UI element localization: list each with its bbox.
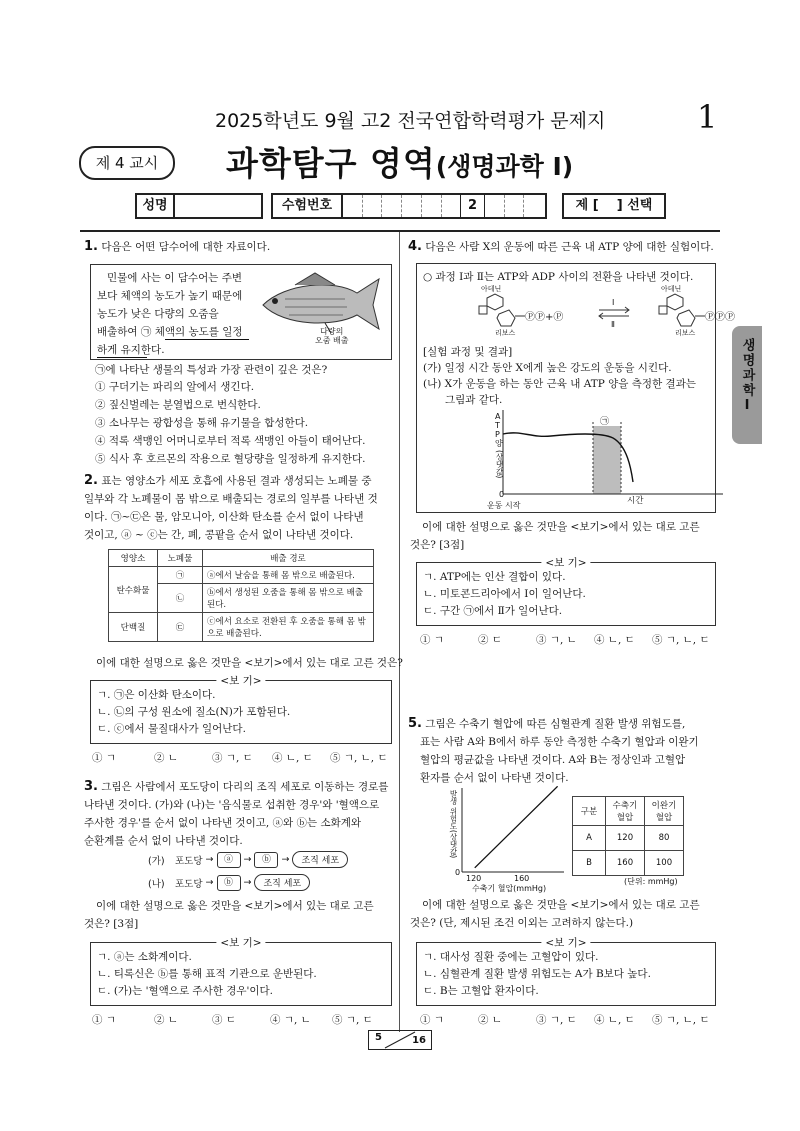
atp-chart [491, 408, 731, 516]
q4-process-title: [실험 과정 및 결과] [423, 346, 513, 358]
q5-choice[interactable]: ③ ㄱ, ㄷ [536, 1014, 577, 1026]
q4-bogi-label: <보 기> [541, 555, 590, 570]
q4-bogi-item: ㄷ. 구간 ㉠에서 Ⅱ가 일어난다. [423, 605, 563, 617]
risk-series-line [475, 786, 558, 867]
side-tab-label: 생명과학Ⅰ [739, 338, 755, 415]
q2-table [108, 549, 374, 642]
q2-waste: ㉢ [158, 613, 203, 642]
q5-choice[interactable]: ⑤ ㄱ, ㄴ, ㄷ [652, 1014, 710, 1026]
exam-number-cells [343, 195, 543, 217]
q3-path-step: ⓑ [217, 875, 241, 891]
subject-sub: (생명과학 Ⅰ) [435, 152, 574, 181]
phosphate-icon: Ⓟ [705, 312, 715, 323]
adp-phosphates [705, 308, 735, 323]
phosphate-icon: Ⓟ [535, 312, 545, 323]
atp-y-unit: (상댓값) [495, 450, 504, 479]
q2-choice[interactable]: ③ ㄱ, ㄷ [212, 752, 253, 764]
exam-number-label: 수험번호 [273, 195, 343, 217]
q1-box-line: 하게 유지한다. [97, 344, 165, 356]
q3-question-line: 이에 대한 설명으로 옳은 것만을 <보기>에서 있는 대로 고른 [96, 900, 374, 912]
atp-y-label [495, 412, 505, 448]
q1-choice[interactable]: ④ 적록 색맹인 어머니로부터 적록 색맹인 아들이 태어난다. [95, 435, 366, 447]
fish-label-line: 오줌 배출 [315, 336, 349, 345]
page-indicator [368, 1030, 432, 1050]
q4-question-line: 이에 대한 설명으로 옳은 것만을 <보기>에서 있는 대로 고른 [422, 521, 700, 533]
q3-choice[interactable]: ③ ㄷ [212, 1014, 236, 1026]
phosphate-icon: Ⓟ [525, 312, 535, 323]
q4-bogi-box [416, 557, 716, 626]
q3-stem-line: 나타낸 것이다. (가)와 (나)는 '음식물로 섭취한 경우'와 '혈액으로 [84, 799, 380, 811]
q2-route: ⓐ에서 날숨을 통해 몸 밖으로 배출된다. [203, 567, 374, 584]
q2-stem-line: 표는 영양소가 세포 호흡에 사용된 결과 생성되는 노폐물 중 [101, 475, 372, 487]
header-divider [80, 230, 720, 232]
q1-choices [95, 378, 366, 468]
q4-number: 4. [408, 239, 422, 254]
risk-y-label: 발생 위험도(상댓값) [449, 790, 458, 859]
q4-bogi-item: ㄴ. 미토콘드리아에서 Ⅰ이 일어난다. [423, 588, 586, 600]
q3-path-label: (나) [148, 878, 165, 890]
q2-choice[interactable]: ② ㄴ [154, 752, 178, 764]
q3-stem-line: 그림은 사람에서 포도당이 다리의 조직 세포로 이동하는 경로를 [101, 781, 389, 793]
subject-side-tab [732, 326, 762, 444]
q1-box-line: 배출하여 ㉠ 체액의 농도를 일정 [97, 326, 243, 338]
q3-path-start: 포도당 [175, 855, 203, 867]
q2-route: ⓑ에서 생성된 오줌을 통해 몸 밖으로 배출된다. [203, 584, 374, 613]
q3-path-label: (가) [148, 855, 165, 867]
arrow-label-2: Ⅱ [611, 320, 615, 329]
q3-path-ga: (가) 포도당 → ⓐ → ⓑ → 조직 세포 [148, 851, 348, 868]
q1-box-text [97, 269, 255, 359]
q5-unit: (단위: mmHg) [624, 877, 678, 886]
q5-th: 구분 [573, 797, 606, 826]
q3-choice[interactable]: ④ ㄱ, ㄴ [270, 1014, 311, 1026]
question-2 [84, 472, 396, 544]
atp-ribose-label: 리보스 [495, 329, 516, 337]
q1-choice[interactable]: ⑤ 식사 후 호르몬의 작용으로 혈당량을 일정하게 유지한다. [95, 453, 366, 465]
q4-process-step: (가) 일정 시간 동안 X에게 높은 강도의 운동을 시킨다. [423, 362, 672, 374]
q5-choices [420, 1012, 720, 1027]
atp-x-label: 시간 [627, 496, 644, 506]
q4-process-step: 그림과 같다. [445, 394, 503, 406]
risk-x-tick: 160 [514, 874, 530, 883]
q5-bogi-item: ㄷ. B는 고혈압 환자이다. [423, 985, 539, 997]
q2-bogi-item: ㄷ. ⓒ에서 물질대사가 일어난다. [97, 723, 246, 735]
q2-stem-line: 이다. ㉠~㉢은 물, 암모니아, 이산화 탄소를 순서 없이 나타낸 [84, 511, 364, 523]
q5-stem-line: 그림은 수축기 혈압에 따른 심혈관계 질환 발생 위험도를, [425, 718, 686, 730]
phosphate-icon: Ⓟ [725, 312, 735, 323]
q3-path-step: ⓑ [254, 852, 278, 868]
q3-choice[interactable]: ⑤ ㄱ, ㄷ [332, 1014, 373, 1026]
q1-underline [97, 357, 147, 358]
q3-path-step: ⓐ [217, 852, 241, 868]
adp-adenine-label: 아데닌 [661, 285, 682, 293]
fish-label-line: 다량의 [320, 327, 344, 336]
q5-sys: 120 [606, 826, 645, 851]
q2-choice[interactable]: ⑤ ㄱ, ㄴ, ㄷ [330, 752, 388, 764]
selection-field [562, 193, 666, 219]
q1-box-line: 보다 체액의 농도가 높기 때문에 [97, 290, 243, 302]
q1-stem: 다음은 어떤 담수어에 대한 자료이다. [101, 241, 271, 253]
q4-question [410, 518, 700, 554]
exam-title: 2025학년도 9월 고2 전국연합학력평가 문제지 [215, 110, 606, 132]
question-3 [84, 778, 396, 850]
q2-route: ⓒ에서 요소로 전환된 후 오줌을 통해 몸 밖으로 배출된다. [203, 613, 374, 642]
risk-x-label: 수축기 혈압(mmHg) [472, 884, 547, 893]
q5-stem-line: 혈압의 평균값을 나타낸 것이다. A와 B는 정상인과 고혈압 [420, 754, 686, 766]
q2-stem-line: 것이고, ⓐ ~ ⓒ는 간, 폐, 콩팥을 순서 없이 나타낸 것이다. [84, 529, 354, 541]
q5-th: 이완기 혈압 [645, 797, 684, 826]
q1-box-line: 농도가 낮은 다량의 오줌을 [97, 308, 219, 320]
q3-stem-line: 순환계를 순서 없이 나타낸 것이다. [84, 835, 243, 847]
q2-th: 노폐물 [158, 550, 203, 567]
phosphate-icon: Ⓟ [715, 312, 725, 323]
q2-th: 배출 경로 [203, 550, 374, 567]
name-label: 성명 [137, 195, 175, 217]
q5-question-line: 것은? (단, 제시된 조건 이외는 고려하지 않는다.) [410, 917, 634, 929]
atp-phosphates: ⓅⓅ+Ⓟ [525, 312, 564, 323]
q2-choices [92, 750, 392, 765]
q5-who: B [573, 851, 606, 876]
q1-info-box [90, 264, 392, 360]
exam-number-field [271, 193, 547, 219]
q5-question-line: 이에 대한 설명으로 옳은 것만을 <보기>에서 있는 대로 고른 [422, 899, 700, 911]
q5-th: 수축기 혈압 [606, 797, 645, 826]
y-label-char: A [495, 412, 501, 421]
question-4 [408, 238, 723, 256]
q5-bogi-box [416, 937, 716, 1006]
q3-choice[interactable]: ① ㄱ [92, 1014, 116, 1026]
q1-box-line: 민물에 사는 이 담수어는 주변 [107, 272, 243, 284]
column-divider [399, 232, 400, 1032]
q5-who: A [573, 826, 606, 851]
atp-adenine-label: 아데닌 [481, 285, 502, 293]
risk-origin: 0 [455, 868, 461, 877]
question-5 [408, 715, 720, 787]
exam-number-digit: 2 [461, 195, 484, 217]
q2-question: 이에 대한 설명으로 옳은 것만을 <보기>에서 있는 대로 고른 것은? [96, 657, 403, 669]
page-number: 1 [697, 98, 718, 136]
q3-stem-line: 주사한 경우'를 순서 없이 나타낸 것이고, ⓐ와 ⓑ는 소화계와 [84, 817, 362, 829]
q3-bogi-item: ㄷ. (가)는 '혈액으로 주사한 경우'이다. [97, 985, 273, 997]
fish-label [315, 327, 348, 345]
q3-question [84, 897, 374, 933]
q2-choice[interactable]: ① ㄱ [92, 752, 116, 764]
q2-bogi-item: ㄴ. ㉡의 구성 원소에 질소(N)가 포함된다. [97, 706, 291, 718]
page-total: 16 [412, 1035, 426, 1046]
q1-choice[interactable]: ① 구더기는 파리의 알에서 생긴다. [95, 381, 255, 393]
q2-choice[interactable]: ④ ㄴ, ㄷ [272, 752, 313, 764]
question-1 [84, 238, 394, 256]
q4-choices [420, 632, 720, 647]
q4-process-step: (나) X가 운동을 하는 동안 근육 내 ATP 양을 측정한 결과는 [423, 378, 696, 390]
y-label-char: P [495, 430, 500, 439]
q3-path-na: (나) 포도당 → ⓑ → 조직 세포 [148, 874, 310, 891]
selection-label: 제 [ ] 선택 [575, 198, 653, 213]
q4-choice[interactable]: ⑤ ㄱ, ㄴ, ㄷ [652, 634, 710, 646]
atp-start-label: 운동 시작 [487, 501, 521, 510]
q4-stem: 다음은 사람 X의 운동에 따른 근육 내 ATP 양에 대한 실험이다. [425, 241, 714, 253]
q2-stem-line: 일부와 각 노폐물이 몸 밖으로 배출되는 경로의 일부를 나타낸 것 [84, 493, 378, 505]
q1-choice[interactable]: ② 짚신벌레는 분열법으로 번식한다. [95, 399, 261, 411]
period-label: 제 4 교시 [95, 154, 159, 172]
q4-process [423, 344, 696, 408]
subject-title [226, 138, 573, 185]
atp-interval-label: ㉠ [600, 417, 610, 427]
q5-number: 5. [408, 716, 422, 731]
period-badge [79, 146, 175, 180]
q5-question [410, 896, 700, 932]
q5-sys: 160 [606, 851, 645, 876]
q3-choices [92, 1012, 392, 1027]
q2-number: 2. [84, 473, 98, 488]
q3-number: 3. [84, 779, 98, 794]
q2-bogi-item: ㄱ. ㉠은 이산화 탄소이다. [97, 689, 216, 701]
atp-origin: 0 [499, 490, 505, 499]
q2-waste: ㉠ [158, 567, 203, 584]
y-label-char: T [495, 421, 500, 430]
q5-bogi-item: ㄴ. 심혈관계 질환 발생 위험도는 A가 B보다 높다. [423, 968, 651, 980]
q4-experiment-box [416, 263, 735, 513]
q3-path-start: 포도당 [175, 878, 203, 890]
q3-bogi-label: <보 기> [216, 935, 265, 950]
q5-choice[interactable]: ④ ㄴ, ㄷ [594, 1014, 635, 1026]
q2-nutrient: 탄수화물 [109, 567, 158, 613]
q5-bogi-label: <보 기> [541, 935, 590, 950]
q4-bogi-item: ㄱ. ATP에는 인산 결합이 있다. [423, 571, 566, 583]
q3-choice[interactable]: ② ㄴ [154, 1014, 178, 1026]
q4-question-line: 것은? [3점] [410, 539, 465, 551]
q2-bogi-box [90, 675, 392, 744]
q5-dia: 100 [645, 851, 684, 876]
q5-stem-line: 환자를 순서 없이 나타낸 것이다. [420, 772, 569, 784]
q1-number: 1. [84, 239, 98, 254]
q3-bogi-box [90, 937, 392, 1006]
subject-main: 과학탐구 영역 [226, 144, 436, 183]
q3-path-end: 조직 세포 [292, 851, 348, 868]
q3-bogi-item: ㄴ. 티록신은 ⓑ를 통해 표적 기관으로 운반된다. [97, 968, 317, 980]
q4-choice[interactable]: ③ ㄱ, ㄴ [536, 634, 577, 646]
q5-bogi-item: ㄱ. 대사성 질환 중에는 고혈압이 있다. [423, 951, 599, 963]
arrow-label-1: Ⅰ [612, 298, 615, 307]
q4-box-line1: ○ 과정 Ⅰ과 Ⅱ는 ATP와 ADP 사이의 전환을 나타낸 것이다. [423, 271, 694, 283]
y-label-char: 양 [495, 439, 503, 448]
q4-choice[interactable]: ④ ㄴ, ㄷ [594, 634, 635, 646]
q3-question-line: 것은? [3점] [84, 918, 139, 930]
risk-x-tick: 120 [466, 874, 482, 883]
q5-dia: 80 [645, 826, 684, 851]
q2-bogi-label: <보 기> [216, 673, 265, 688]
q5-stem-line: 표는 사람 A와 B에서 하루 동안 측정한 수축기 혈압과 이완기 [420, 736, 699, 748]
q3-path-end: 조직 세포 [254, 874, 310, 891]
q2-th: 영양소 [109, 550, 158, 567]
q2-waste: ㉡ [158, 584, 203, 613]
name-field [135, 193, 263, 219]
q1-underline [165, 339, 249, 340]
adp-ribose-label: 리보스 [675, 329, 696, 337]
q5-choice[interactable]: ① ㄱ [420, 1014, 444, 1026]
q1-question: ㉠에 나타난 생물의 특성과 가장 관련이 깊은 것은? [95, 364, 328, 376]
q3-bogi-item: ㄱ. ⓐ는 소화계이다. [97, 951, 192, 963]
phosphate-icon: Ⓟ [553, 312, 564, 323]
q1-choice[interactable]: ③ 소나무는 광합성을 통해 유기물을 합성한다. [95, 417, 309, 429]
q4-choice[interactable]: ① ㄱ [420, 634, 444, 646]
q5-choice[interactable]: ② ㄴ [478, 1014, 502, 1026]
q5-table [572, 796, 684, 876]
q4-choice[interactable]: ② ㄷ [478, 634, 502, 646]
risk-chart [448, 786, 568, 888]
q2-nutrient: 단백질 [109, 613, 158, 642]
page-current: 5 [375, 1032, 382, 1043]
